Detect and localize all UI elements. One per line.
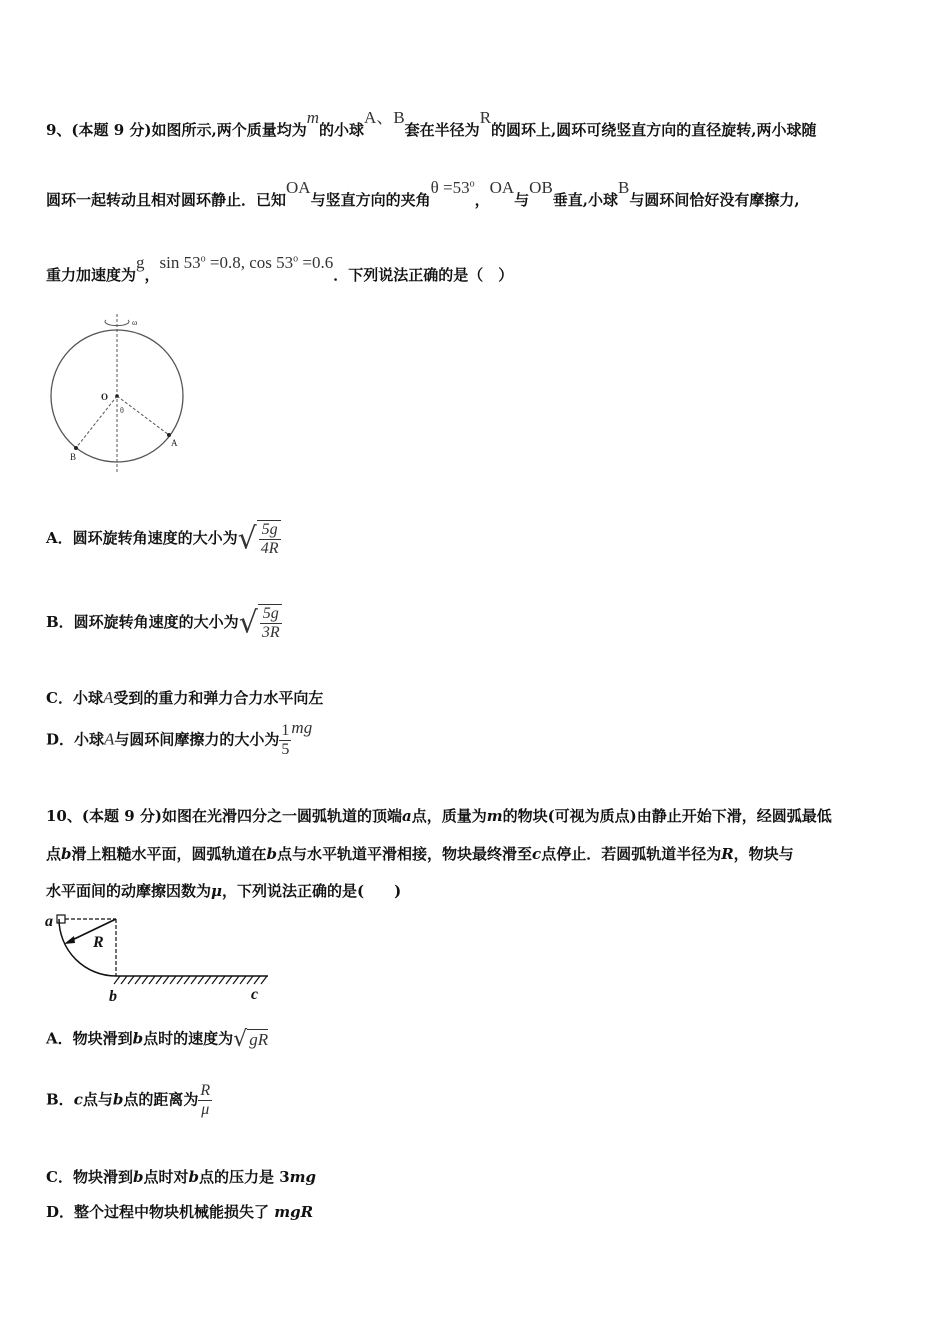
- b-label: b: [109, 988, 117, 1005]
- arrow-head: [64, 936, 75, 944]
- omega-label: ω: [132, 318, 138, 327]
- q9-line-1: [46, 108, 817, 140]
- math-OA: OA: [489, 178, 515, 197]
- q10-line-3: 水平面间的动摩擦因数为μ，下列说法正确的是( ): [46, 882, 402, 900]
- R-label: R: [93, 934, 104, 951]
- q9-text: 与圆环间恰好没有摩擦力,: [629, 191, 800, 209]
- q9-text: 与: [514, 191, 530, 209]
- math-OA: OA: [286, 178, 311, 197]
- OA-line: [117, 396, 169, 435]
- q10-figure: [44, 908, 276, 1006]
- ball-B: [74, 446, 78, 450]
- sqrt-expression: √ $\frac{5g}{3R}$: [238, 605, 280, 641]
- q9-option-b[interactable]: B．圆环旋转角速度的大小为√ $\frac{5g}{3R}$: [46, 605, 280, 641]
- q9-text: 套在半径为: [404, 121, 480, 139]
- q9-text: 的小球: [319, 121, 365, 139]
- q9-text: ，: [474, 191, 490, 209]
- sqrt-expression: √ $\frac{5g}{4R}$: [237, 521, 279, 557]
- math-trig: $\sin 53^o =0.8$, $\cos 53^o =0.6$: [159, 253, 334, 272]
- q9-option-a[interactable]: A．圆环旋转角速度的大小为√ $\frac{5g}{4R}$: [46, 521, 279, 557]
- math-degree: o: [469, 178, 475, 190]
- ground-hatching: [114, 976, 267, 984]
- math-theta: θ =53: [430, 178, 470, 197]
- q9-text: ．下列说法正确的是（ ）: [333, 266, 514, 284]
- q10-option-b[interactable]: B．c点与b点的距离为 $\frac{R}{\mu}$: [46, 1082, 211, 1118]
- q9-text: ，: [144, 266, 160, 284]
- q9-text: 垂直,小球: [552, 191, 619, 209]
- ball-A: [167, 433, 171, 437]
- center-dot: [115, 394, 119, 398]
- q9-line-3: [46, 253, 514, 285]
- sqrt-expression: √ gR: [233, 1027, 269, 1052]
- c-label: c: [251, 986, 259, 1003]
- q9-text: 的圆环上,圆环可绕竖直方向的直径旋转,两小球随: [491, 121, 817, 139]
- q9-text: 重力加速度为: [46, 266, 137, 284]
- q9-text: 9、(本题 9 分)如图所示,两个质量均为: [46, 121, 307, 139]
- A-label: A: [171, 438, 178, 448]
- arc-track: [59, 919, 116, 976]
- q10-option-c[interactable]: C．物块滑到b点时对b点的压力是 3mg: [46, 1168, 317, 1186]
- math-B: B: [618, 178, 630, 197]
- math-OB: OB: [529, 178, 553, 197]
- a-label: a: [45, 913, 53, 930]
- q9-option-d[interactable]: D．小球A与圆环间摩擦力的大小为 $\frac{1}{5}$ mg: [46, 717, 313, 758]
- O-label: O: [101, 392, 109, 402]
- math-R: R: [479, 108, 492, 127]
- OB-line: [76, 396, 117, 448]
- block: [57, 915, 65, 923]
- q10-option-d[interactable]: D．整个过程中物块机械能损失了 mgR: [46, 1203, 314, 1221]
- math-AB: A、B: [364, 108, 405, 127]
- q9-text: 圆环一起转动且相对圆环静止．已知: [46, 191, 287, 209]
- q10-line-1: 10、(本题 9 分)如图在光滑四分之一圆弧轨道的顶端a点，质量为m的物块(可视为质点)由静止开始下滑，经圆弧最低: [46, 807, 832, 825]
- q9-figure: [46, 310, 196, 482]
- math-m: m: [306, 108, 320, 127]
- q10-option-a[interactable]: A．物块滑到b点时的速度为√ gR: [46, 1027, 269, 1052]
- B-label: B: [70, 452, 77, 462]
- q9-text: 与竖直方向的夹角: [310, 191, 431, 209]
- q9-option-c[interactable]: C．小球A受到的重力和弹力合力水平向左: [46, 688, 324, 707]
- math-g: g: [136, 253, 145, 272]
- radius-arrow: [68, 919, 116, 942]
- theta-label: θ: [120, 406, 124, 415]
- q10-line-2: 点b滑上粗糙水平面，圆弧轨道在b点与水平轨道平滑相接，物块最终滑至c点停止．若圆弧轨道半径为R，物块与: [46, 845, 794, 863]
